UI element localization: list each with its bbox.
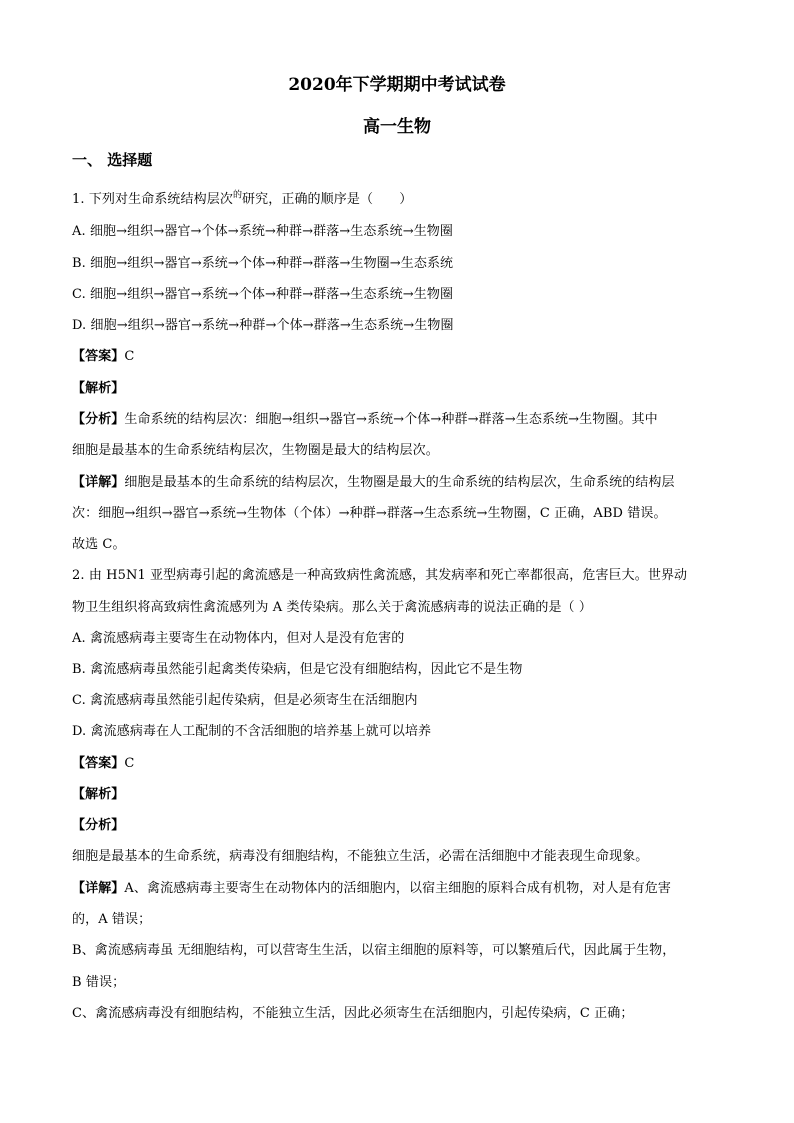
- q1-stem-before: 1. 下列对生命系统结构层次: [72, 192, 233, 207]
- q2-option-c: C. 禽流感病毒虽然能引起传染病，但是必须寄生在活细胞内: [72, 693, 418, 708]
- q2-xiangjie-line2: 的，A 错误；: [72, 912, 152, 927]
- q1-xiangjie-line3: 故选 C。: [72, 537, 126, 552]
- q2-answer-label: 【答案】: [72, 756, 125, 771]
- q2-stem-line1: 2. 由 H5N1 亚型病毒引起的禽流感是一种高致病性禽流感，其发病率和死亡率都很高，危害巨大。世界动: [72, 568, 688, 583]
- section-heading: 一、 选择题: [72, 151, 153, 169]
- q1-stem-after: 研究，正确的顺序是（ ）: [242, 192, 413, 207]
- q2-xiangjie: [72, 880, 671, 898]
- q2-xiangjie-line3: B、禽流感病毒虽 无细胞结构，可以营寄生生活，以宿主细胞的原料等，可以繁殖后代，因此属于生物，: [72, 943, 676, 958]
- q1-xiangjie: [72, 474, 675, 492]
- q2-analysis-label: 【解析】: [72, 787, 125, 802]
- q2-answer: [72, 755, 134, 773]
- q1-option-d: D. 细胞→组织→器官→系统→种群→个体→群落→生态系统→生物圈: [72, 318, 454, 333]
- q1-stem-sup: 的: [232, 190, 243, 201]
- q1-answer-value: C: [124, 349, 135, 364]
- q1-option-a: A. 细胞→组织→器官→个体→系统→种群→群落→生态系统→生物圈: [72, 224, 453, 239]
- q2-option-d: D. 禽流感病毒在人工配制的不含活细胞的培养基上就可以培养: [72, 724, 432, 739]
- q1-xiangjie-label: 【详解】: [72, 475, 125, 490]
- q1-option-c: C. 细胞→组织→器官→系统→个体→种群→群落→生态系统→生物圈: [72, 287, 454, 302]
- q1-fenxi-label: 【分析】: [72, 412, 125, 427]
- q1-fenxi-text: 生命系统的结构层次：细胞→组织→器官→系统→个体→种群→群落→生态系统→生物圈。其中: [124, 412, 658, 427]
- q1-xiangjie-text: 细胞是最基本的生命系统的结构层次，生物圈是最大的生命系统的结构层次，生命系统的结构层: [124, 475, 675, 490]
- q1-answer: [72, 348, 134, 366]
- q1-option-b: B. 细胞→组织→器官→系统→个体→种群→群落→生物圈→生态系统: [72, 256, 454, 271]
- q2-xiangjie-text: A、禽流感病毒主要寄生在动物体内的活细胞内，以宿主细胞的原料合成有机物，对人是有危害: [124, 881, 671, 896]
- q2-answer-value: C: [124, 756, 135, 771]
- exam-subtitle: 高一生物: [363, 117, 431, 137]
- q1-answer-label: 【答案】: [72, 349, 125, 364]
- q2-stem-line2: 物卫生组织将高致病性禽流感列为 A 类传染病。那么关于禽流感病毒的说法正确的是（ ）: [72, 600, 592, 615]
- q1-xiangjie-line2: 次：细胞→组织→器官→系统→生物体（个体）→种群→群落→生态系统→生物圈，C 正确，ABD 错误。: [72, 506, 667, 521]
- q1-analysis-label: 【解析】: [72, 381, 125, 396]
- q2-fenxi-label: 【分析】: [72, 818, 125, 833]
- q1-stem: [72, 191, 412, 209]
- q2-xiangjie-label: 【详解】: [72, 881, 125, 896]
- q2-xiangjie-line4: B 错误；: [72, 975, 126, 990]
- q2-xiangjie-line5: C、禽流感病毒没有细胞结构，不能独立生活，因此必须寄生在活细胞内，引起传染病，C 正确；: [72, 1006, 634, 1021]
- q1-fenxi-line2: 细胞是最基本的生命系统结构层次，生物圈是最大的结构层次。: [72, 443, 439, 458]
- q2-fenxi-line1: 细胞是最基本的生命系统，病毒没有细胞结构，不能独立生活，必需在活细胞中才能表现生命现象。: [72, 849, 649, 864]
- exam-title: 2020年下学期期中考试试卷: [288, 75, 506, 95]
- q2-option-b: B. 禽流感病毒虽然能引起禽类传染病，但是它没有细胞结构，因此它不是生物: [72, 662, 523, 677]
- q1-fenxi: [72, 411, 658, 429]
- q2-option-a: A. 禽流感病毒主要寄生在动物体内，但对人是没有危害的: [72, 631, 405, 646]
